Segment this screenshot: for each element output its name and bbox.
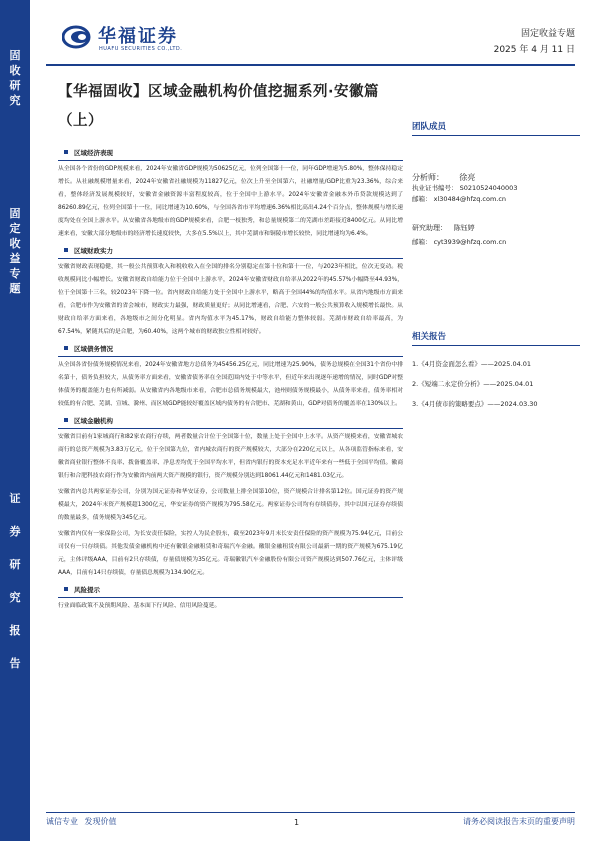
logo-text-en: HUAFU SECURITIES CO.,LTD. — [99, 46, 183, 52]
section-heading — [58, 244, 403, 259]
sidebar-mid-label: 固 定 收 益 专 题 — [9, 207, 21, 295]
logo-text: 华福证券 — [98, 26, 178, 47]
sidebar-top-label: 固 收 研 究 — [9, 49, 21, 107]
section-heading — [58, 146, 403, 161]
related-report-link[interactable]: 1.《4月资金面怎么看》——2025.04.01 — [412, 360, 532, 368]
header-divider — [46, 64, 575, 66]
report-type: 固定收益专题 — [520, 29, 575, 39]
section-heading-text: 区域债务情况 — [74, 345, 113, 353]
body-paragraph: 从全国各个省份的GDP规模来看，2024年安徽省GDP规模为50625亿元，位列全国第十一位，同年GDP增速为5.80%，整体保持稳定增长。从社融规模增量来看，2024年安徽省社融规模为11827亿元，位次上升至全国第六，社融增量/GDP比重为23.36%，综合来看，整体经济发展规模较好，安徽省金融资源丰富程度较高，位于全国中上游水平。2024年安徽省金融本外币贷款规模达到了86260.89亿元，位列全国第十一位，同比增速为10.60%，与全国各省市平均增速6.36%相比高出4.24个百分点，整体规模与增长速度均处在全国上游水平。从安徽省各地级市的GDP规模来看，合肥一枝独秀，和总量规模第二的芜湖市差距接近8400亿元。从同比增速来看，安徽大部分地级市的经济增长速度较快，大多在5.5%以上，其中芜湖市和铜陵市增长较快，同比增速均为6.4%。 — [58, 166, 403, 237]
body-paragraph: 从全国各省份债务规模情况来看，2024年安徽省地方总债务为45456.25亿元，同比增速为25.90%，债务总规模在全国31个省份中排名第十，债务负担较大，从债务率方面来看，安徽省债务率在全国范围内处于中等水平，但近年来出现逐年递增的情况，同时GDP对整体债务的覆盖能力也有所减弱。从安徽省内各地级市来看，合肥市总债务规模最大，池州则债务规模最小，从债务率来看，债务率相对较低的有合肥、芜湖、宣城、滁州、而区域GDP能较好覆盖区域内债务的有合肥市、芜湖和黄山，GDP对债务的覆盖率在130%以上。 — [58, 362, 403, 407]
section-heading — [58, 583, 403, 598]
assistant-block — [412, 221, 580, 249]
related-heading: 相关报告 — [412, 330, 580, 346]
related-list — [412, 354, 580, 414]
report-date: 2025 年 4 月 11 日 — [493, 45, 575, 55]
sidebar — [0, 0, 30, 841]
section-heading-text: 区域财政实力 — [74, 247, 113, 255]
cert-number: 执业证书编号： S0210524040003 — [412, 184, 518, 192]
related-report-link[interactable]: 2.《短端二永定价分析》——2025.04.01 — [412, 380, 534, 388]
body-paragraph: 行业面临政策不及预期风险、基本面下行风险、信用风险蔓延。 — [58, 603, 221, 609]
footer-divider — [46, 812, 575, 813]
report-title: 【华福固收】区域金融机构价值挖掘系列·安徽篇（上） — [58, 84, 380, 129]
related-reports — [412, 330, 580, 414]
assistant-name: 陈钰婷 — [453, 224, 475, 232]
bullet-icon — [64, 346, 68, 350]
sidebar-bottom-label: 证 券 研 究 报 告 — [9, 492, 21, 670]
body-paragraph: 安徽省内总共两家证券公司，分别为国元证券和华安证券，公司数量上排全国第10位，资产规模合计排名第12位。国元证券的资产规模最大，2024年末资产规模超1300亿元，华安证券的资产规模为795.58亿元。两家证券公司均有存续债券，其中以国元证券存续债的数量最多，债务规模为345亿元。 — [58, 489, 403, 521]
analyst-label: 分析师： — [412, 173, 444, 182]
logo-mark-icon — [62, 24, 94, 50]
bullet-icon — [64, 418, 68, 422]
section-heading — [58, 414, 403, 429]
analyst-block — [412, 172, 580, 205]
bullet-icon — [64, 150, 68, 154]
footer-slogan: 诚信专业 发现价值 — [46, 817, 117, 826]
section-heading-text: 区域金融机构 — [74, 417, 113, 425]
section-heading — [58, 342, 403, 357]
body-paragraph: 安徽省目前有1家城商行和82家农商行存续，两者数量合计位于全国第十位，数量上处于全国中上水平。从资产规模来看，安徽省城农商行的总资产规模为3.83万亿元，位于全国第九位，省内城农商行的资产规模较大，大部分在220亿元以上，从各项监管指标来看，安徽省商业银行整体不良率、拨备覆盖率、净息差均优于全国平均水平，但省内银行的资本充足水平近年来有一些低于全国平均值。徽商银行和合肥科技农商行作为安徽省内前两大资产规模的银行，资产规模分别达到18061.44亿元和1481.03亿元。 — [58, 434, 403, 479]
body-paragraph: 安徽省内仅有一家保险公司，为长安责任保险，实控人为民企股东，截至2023年9月末长安责任保险的资产规模为75.94亿元，目前公司仅有一只存续债。其他发债金融机构中还有徽银金融租赁和奇瑞汽车金融。徽银金融租赁有限公司最新一期的资产规模为675.19亿元，主体评级AAA，目前有2只存续债，存量债规模为35亿元。奇瑞徽银汽车金融股份有限公司资产规模达到507.76亿元，主体评级AAA，目前有14只存续债，存量债总规模为134.90亿元。 — [58, 531, 403, 576]
bullet-icon — [64, 248, 68, 252]
team-panel — [412, 120, 580, 249]
related-report-link[interactable]: 3.《4月债市的策略要点》——2024.03.30 — [412, 400, 538, 408]
bullet-icon — [64, 587, 68, 591]
assistant-label: 研究助理： — [412, 224, 447, 232]
footer-disclaimer: 请务必阅读报告末页的重要声明 — [463, 817, 575, 826]
analyst-name: 徐亮 — [459, 173, 476, 182]
page-number: 1 — [294, 818, 300, 827]
main-content — [58, 144, 403, 616]
section-heading-text: 风险提示 — [74, 586, 100, 594]
team-heading: 团队成员 — [412, 120, 580, 136]
assistant-email[interactable]: 邮箱： cyt3939@hfzq.com.cn — [412, 238, 507, 246]
report-meta — [494, 26, 575, 58]
analyst-email[interactable]: 邮箱： xl30484@hfzq.com.cn — [412, 195, 507, 203]
body-paragraph: 安徽省财政表现稳健，其一般公共预算收入和税收收入在全国的排名分别稳定在第十位和第十一位，与2023年相比，位次无变动。税收规模同比小幅增长。安徽省财政自给能力位于全国中上游水平，2024年安徽省财政自给率从2022年的45.57%小幅降至44.93%，位于全国第十三名，较2023年下降一位。省内财政自给能力处于全国中上游水平，略高于全国44%的均值水平。从省内地级市方面来看，合肥市作为安徽省的省会城市，财政实力最强，财政质量更好；从同比增速看，合肥、六安的一般公共预算收入规模增长最快。从财政自给率方面来看，各地级市之间分化明显。省内均值水平为45.17%，财政自给能力整体较弱。芜湖市财政自给率最高，为67.54%，紧随其后的是合肥，为60.40%，这两个城市的财政独立性相对较好。 — [58, 264, 403, 335]
section-heading-text: 区域经济表现 — [74, 149, 113, 157]
company-logo — [62, 20, 212, 62]
